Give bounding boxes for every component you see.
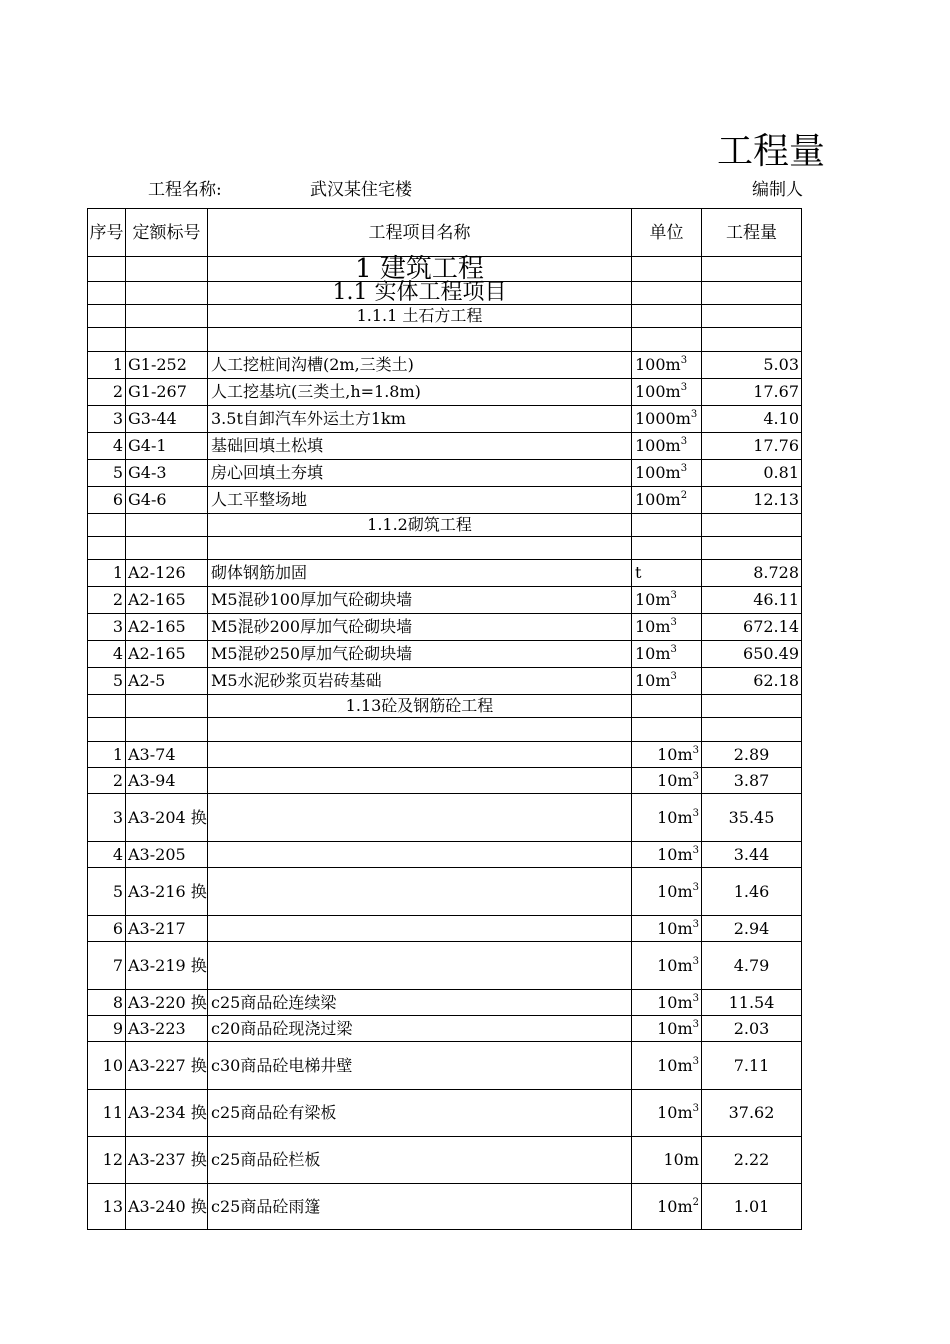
quota-code: G1-252 xyxy=(126,352,208,379)
unit xyxy=(632,460,702,487)
section-title-masonry: 1.1.2砌筑工程 xyxy=(208,514,632,537)
table-row xyxy=(88,406,802,433)
item-name xyxy=(208,868,632,916)
unit-text: 10m xyxy=(635,590,671,609)
item-name: c25商品砼连续梁 xyxy=(208,990,632,1016)
blank-row xyxy=(88,537,802,560)
table-row xyxy=(88,560,802,587)
table-row xyxy=(88,460,802,487)
unit-text: 10m xyxy=(657,881,693,901)
item-name xyxy=(208,794,632,842)
unit-exponent: 3 xyxy=(680,436,688,447)
project-name-label: 工程名称: xyxy=(148,180,222,200)
quantity-table xyxy=(87,208,802,1230)
section-title-entity: 1.1 实体工程项目 xyxy=(208,282,632,305)
row-number: 9 xyxy=(88,1016,126,1042)
unit xyxy=(632,1090,702,1137)
unit-exponent: 3 xyxy=(692,770,699,782)
quantity: 672.14 xyxy=(702,614,802,641)
quota-code: G4-6 xyxy=(126,487,208,514)
table-row xyxy=(88,916,802,942)
quantity: 46.11 xyxy=(702,587,802,614)
unit xyxy=(632,990,702,1016)
quota-code: A3-216 换 xyxy=(126,868,208,916)
row-number: 1 xyxy=(88,742,126,768)
unit xyxy=(632,1137,702,1184)
section-row xyxy=(88,257,802,282)
row-number: 11 xyxy=(88,1090,126,1137)
table-row xyxy=(88,768,802,794)
col-header-no: 序号 xyxy=(88,209,126,257)
unit-text: 10m xyxy=(657,1196,693,1216)
quantity: 8.728 xyxy=(702,560,802,587)
quantity: 650.49 xyxy=(702,641,802,668)
unit-text: 100m xyxy=(635,436,681,455)
quota-code: G1-267 xyxy=(126,379,208,406)
row-number: 12 xyxy=(88,1137,126,1184)
quantity: 7.11 xyxy=(702,1042,802,1090)
unit-text: 10m xyxy=(635,617,671,636)
quantity: 5.03 xyxy=(702,352,802,379)
row-number: 5 xyxy=(88,868,126,916)
table-row xyxy=(88,990,802,1016)
item-name: M5水泥砂浆页岩砖基础 xyxy=(208,668,632,695)
table-row xyxy=(88,487,802,514)
table-row xyxy=(88,641,802,668)
row-number: 4 xyxy=(88,842,126,868)
unit xyxy=(632,487,702,514)
quota-code: A3-223 xyxy=(126,1016,208,1042)
row-number: 3 xyxy=(88,406,126,433)
item-name: M5混砂200厚加气砼砌块墙 xyxy=(208,614,632,641)
quota-code: A3-240 换 xyxy=(126,1184,208,1230)
item-name: 人工平整场地 xyxy=(208,487,632,514)
unit-exponent: 3 xyxy=(692,807,699,819)
unit-text: 100m xyxy=(635,490,681,509)
item-name: M5混砂100厚加气砼砌块墙 xyxy=(208,587,632,614)
section-title-concrete: 1.13砼及钢筋砼工程 xyxy=(208,695,632,718)
unit xyxy=(632,668,702,695)
col-header-unit: 单位 xyxy=(632,209,702,257)
table-row xyxy=(88,379,802,406)
item-name xyxy=(208,842,632,868)
row-number: 8 xyxy=(88,990,126,1016)
quota-code: A2-165 xyxy=(126,614,208,641)
quantity: 4.79 xyxy=(702,942,802,990)
blank-row xyxy=(88,718,802,742)
unit xyxy=(632,560,702,587)
quantity: 2.89 xyxy=(702,742,802,768)
quota-code: A3-205 xyxy=(126,842,208,868)
item-name xyxy=(208,742,632,768)
table-row xyxy=(88,1016,802,1042)
item-name: c25商品砼有梁板 xyxy=(208,1090,632,1137)
row-number: 3 xyxy=(88,794,126,842)
col-header-name: 工程项目名称 xyxy=(208,209,632,257)
table-row xyxy=(88,614,802,641)
quota-code: A3-74 xyxy=(126,742,208,768)
unit-text: 100m xyxy=(635,382,681,401)
quantity: 35.45 xyxy=(702,794,802,842)
row-number: 2 xyxy=(88,587,126,614)
row-number: 2 xyxy=(88,768,126,794)
row-number: 13 xyxy=(88,1184,126,1230)
quantity: 12.13 xyxy=(702,487,802,514)
quota-code: A3-237 换 xyxy=(126,1137,208,1184)
unit-exponent: 2 xyxy=(680,490,688,501)
unit-text: 10m xyxy=(657,744,693,764)
quota-code: A2-126 xyxy=(126,560,208,587)
quantity: 17.67 xyxy=(702,379,802,406)
unit xyxy=(632,794,702,842)
unit-exponent: 3 xyxy=(680,463,688,474)
unit-text: 10m xyxy=(663,1150,699,1169)
unit-exponent: 3 xyxy=(692,955,699,967)
row-number: 2 xyxy=(88,379,126,406)
item-name: 人工挖桩间沟槽(2m,三类土) xyxy=(208,352,632,379)
item-name xyxy=(208,942,632,990)
quota-code: G4-1 xyxy=(126,433,208,460)
unit xyxy=(632,379,702,406)
unit-text: 10m xyxy=(635,671,671,690)
item-name: c25商品砼栏板 xyxy=(208,1137,632,1184)
unit-exponent: 3 xyxy=(680,382,688,393)
row-number: 5 xyxy=(88,460,126,487)
item-name: 3.5t自卸汽车外运土方1km xyxy=(208,406,632,433)
col-header-code: 定额标号 xyxy=(126,209,208,257)
quota-code: G4-3 xyxy=(126,460,208,487)
unit-text: t xyxy=(635,563,642,582)
unit-text: 10m xyxy=(657,992,693,1012)
unit-exponent: 3 xyxy=(670,590,677,601)
row-number: 6 xyxy=(88,916,126,942)
unit-exponent: 3 xyxy=(692,1018,699,1030)
unit-text: 10m xyxy=(657,955,693,975)
quantity: 2.94 xyxy=(702,916,802,942)
quota-code: A3-219 换 xyxy=(126,942,208,990)
unit xyxy=(632,916,702,942)
unit xyxy=(632,842,702,868)
item-name: 人工挖基坑(三类土,h=1.8m) xyxy=(208,379,632,406)
quota-code: A3-204 换 xyxy=(126,794,208,842)
row-number: 4 xyxy=(88,641,126,668)
row-number: 3 xyxy=(88,614,126,641)
unit-text: 10m xyxy=(657,807,693,827)
unit-exponent: 3 xyxy=(692,992,699,1004)
unit-exponent: 3 xyxy=(680,355,688,366)
unit xyxy=(632,641,702,668)
table-row xyxy=(88,668,802,695)
blank-row xyxy=(88,328,802,352)
quota-code: A3-234 换 xyxy=(126,1090,208,1137)
quantity: 62.18 xyxy=(702,668,802,695)
editor-label: 编制人 xyxy=(752,180,803,200)
row-number: 4 xyxy=(88,433,126,460)
section-row xyxy=(88,282,802,305)
unit-text: 10m xyxy=(657,1018,693,1038)
item-name: c30商品砼电梯井壁 xyxy=(208,1042,632,1090)
unit xyxy=(632,587,702,614)
unit-exponent: 3 xyxy=(692,844,699,856)
table-row xyxy=(88,842,802,868)
quota-code: A3-217 xyxy=(126,916,208,942)
row-number: 6 xyxy=(88,487,126,514)
quota-code: A3-220 换 xyxy=(126,990,208,1016)
unit xyxy=(632,1016,702,1042)
row-number: 1 xyxy=(88,560,126,587)
unit xyxy=(632,942,702,990)
quantity: 17.76 xyxy=(702,433,802,460)
table-row xyxy=(88,742,802,768)
quantity: 37.62 xyxy=(702,1090,802,1137)
quantity: 3.44 xyxy=(702,842,802,868)
quota-code: A2-165 xyxy=(126,587,208,614)
row-number: 10 xyxy=(88,1042,126,1090)
quantity: 11.54 xyxy=(702,990,802,1016)
unit-exponent: 3 xyxy=(670,671,677,682)
row-number: 5 xyxy=(88,668,126,695)
unit-text: 10m xyxy=(657,1055,693,1075)
unit-text: 10m xyxy=(635,644,671,663)
item-name: 房心回填土夯填 xyxy=(208,460,632,487)
unit-text: 10m xyxy=(657,918,693,938)
quantity: 1.46 xyxy=(702,868,802,916)
quota-code: A3-227 换 xyxy=(126,1042,208,1090)
quantity: 2.22 xyxy=(702,1137,802,1184)
unit-exponent: 3 xyxy=(692,918,699,930)
quota-code: A3-94 xyxy=(126,768,208,794)
unit-text: 10m xyxy=(657,844,693,864)
project-name-value: 武汉某住宅楼 xyxy=(310,180,412,200)
table-row xyxy=(88,352,802,379)
item-name xyxy=(208,916,632,942)
quantity: 3.87 xyxy=(702,768,802,794)
unit-exponent: 3 xyxy=(692,881,699,893)
unit-text: 1000m xyxy=(635,409,691,428)
table-row xyxy=(88,1137,802,1184)
table-header-row xyxy=(88,209,802,257)
section-row xyxy=(88,305,802,328)
item-name: 砌体钢筋加固 xyxy=(208,560,632,587)
unit-exponent: 3 xyxy=(670,617,677,628)
table-row xyxy=(88,1090,802,1137)
row-number: 7 xyxy=(88,942,126,990)
quota-code: A2-165 xyxy=(126,641,208,668)
table-row xyxy=(88,433,802,460)
col-header-qty: 工程量 xyxy=(702,209,802,257)
unit xyxy=(632,614,702,641)
unit xyxy=(632,1184,702,1230)
item-name: c25商品砼雨篷 xyxy=(208,1184,632,1230)
unit-exponent: 3 xyxy=(690,409,698,420)
unit xyxy=(632,406,702,433)
quantity-table-body xyxy=(88,209,802,1230)
table-row xyxy=(88,587,802,614)
quantity: 1.01 xyxy=(702,1184,802,1230)
unit xyxy=(632,768,702,794)
table-row xyxy=(88,1042,802,1090)
table-row xyxy=(88,794,802,842)
section-title-building: 1 建筑工程 xyxy=(208,257,632,282)
unit-exponent: 2 xyxy=(692,1196,699,1208)
item-name xyxy=(208,768,632,794)
unit xyxy=(632,1042,702,1090)
unit-exponent: 3 xyxy=(692,1055,699,1067)
quota-code: G3-44 xyxy=(126,406,208,433)
quantity: 4.10 xyxy=(702,406,802,433)
table-row xyxy=(88,942,802,990)
unit-text: 10m xyxy=(657,770,693,790)
unit xyxy=(632,742,702,768)
item-name: M5混砂250厚加气砼砌块墙 xyxy=(208,641,632,668)
unit-exponent: 3 xyxy=(692,744,699,756)
unit-exponent: 3 xyxy=(670,644,677,655)
unit xyxy=(632,868,702,916)
section-row xyxy=(88,695,802,718)
unit xyxy=(632,352,702,379)
unit-text: 100m xyxy=(635,463,681,482)
quota-code: A2-5 xyxy=(126,668,208,695)
item-name: 基础回填土松填 xyxy=(208,433,632,460)
section-row xyxy=(88,514,802,537)
unit xyxy=(632,433,702,460)
item-name: c20商品砼现浇过梁 xyxy=(208,1016,632,1042)
unit-text: 10m xyxy=(657,1103,693,1122)
unit-text: 100m xyxy=(635,355,681,374)
table-row xyxy=(88,1184,802,1230)
unit-exponent: 3 xyxy=(692,1103,699,1114)
page-title: 工程量 xyxy=(717,131,826,172)
quantity: 2.03 xyxy=(702,1016,802,1042)
row-number: 1 xyxy=(88,352,126,379)
quantity: 0.81 xyxy=(702,460,802,487)
section-title-earthwork: 1.1.1 土石方工程 xyxy=(208,305,632,328)
table-row xyxy=(88,868,802,916)
